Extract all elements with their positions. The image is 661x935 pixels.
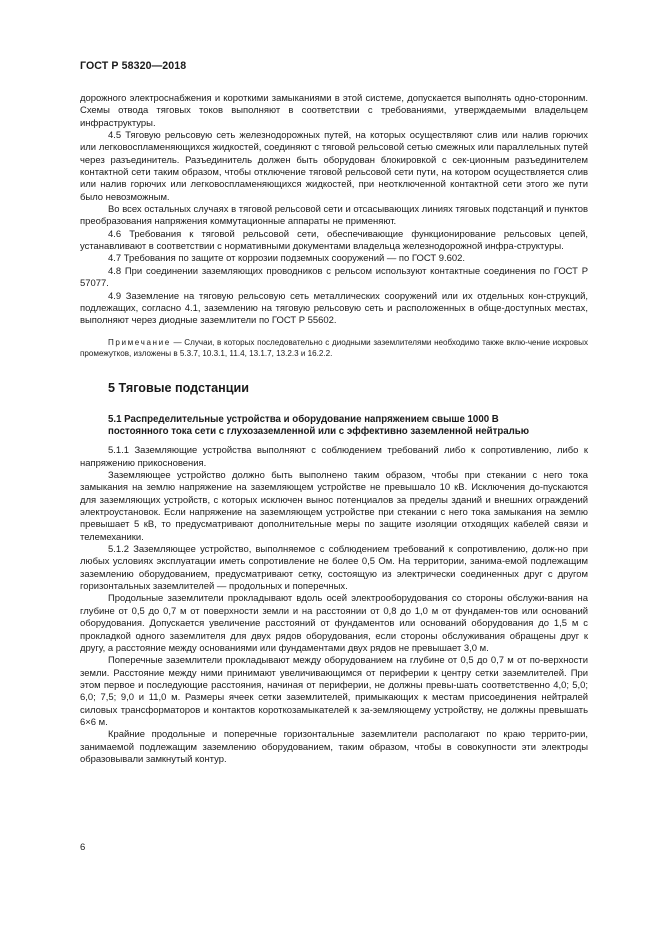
paragraph: Во всех остальных случаях в тяговой рельсовой сети и отсасывающих линиях тяговых подстанций и пунктов преобразования напряжения коммутационные аппараты не применяют. xyxy=(80,204,588,228)
paragraph-4-5: 4.5 Тяговую рельсовую сеть железнодорожных путей, на которых осуществляют слив или налив горючих или легковоспламеняющихся жидкостей, соединяют с тяговой рельсовой сетью смежных или параллельных путей через разъединитель. Разъединитель должен быть оборудован блокировкой с сек-ционным разъединителем контактной сети таким образом, чтобы отключение тяговой рельсовой сети пути, на котором осуществляется слив или налив горючих или легковоспламеняющихся жидкостей, при неотключенной контактной сети этого же пути было невозможным. xyxy=(80,130,588,203)
paragraph: Поперечные заземлители прокладывают между оборудованием на глубине от 0,5 до 0,7 м от по-верхности земли. Расстояние между ними принимают увеличивающимся от периферии к центру сетки заземлителей. При этом первое и последующие расстояния, начиная от периферии, не должны превы-шать соответственно 4,0; 5,0; 6,0; 7,5; 9,0 и 11,0 м. Размеры ячеек сетки заземлителей, примыкающих к местам присоединения нейтралей силовых трансформаторов и контактов короткозамыкателей к за-земляющему устройству, не должны превышать 6×6 м. xyxy=(80,655,588,728)
page-number: 6 xyxy=(80,842,86,853)
subsection-title xyxy=(80,414,588,439)
paragraph-5-1-2: 5.1.2 Заземляющее устройство, выполняемое с соблюдением требований к сопротивлению, долж-но при любых условиях эксплуатации иметь сопротивление не более 0,5 Ом. На территории, занима-емой подлежащим заземлению оборудованием, предусматривают сетку, состоящую из электрически соединенных друг с другом горизонтальных заземлителей — продольных и поперечных. xyxy=(80,544,588,593)
paragraph: Продольные заземлители прокладывают вдоль осей электрооборудования со стороны обслужи-вания на глубине от 0,5 до 0,7 м от поверхности земли и на расстоянии от 0,8 до 1,0 м от фундамен-тов или оснований оборудования. Допускается увеличение расстояний от фундаментов или оснований оборудования до 1,5 м с прокладкой одного заземлителя для двух рядов оборудования, если стороны обслуживания обращены друг к другу, а расстояние между основаниями или фундаментами двух рядов не превышает 3,0 м. xyxy=(80,593,588,654)
paragraph-5-1-1: 5.1.1 Заземляющие устройства выполняют с соблюдением требований либо к сопротивлению, либо к напряжению прикосновения. xyxy=(80,445,588,469)
document-header: ГОСТ Р 58320—2018 xyxy=(80,60,187,72)
paragraph-4-9: 4.9 Заземление на тяговую рельсовую сеть металлических сооружений или их отдельных кон-струкций, подлежащих, согласно 4.1, заземлению на тяговую рельсовую сеть и расположенных в обще-доступных местах, выполняют через диодные заземлители по ГОСТ Р 55602. xyxy=(80,290,588,327)
section-title: 5 Тяговые подстанции xyxy=(108,380,249,395)
paragraph: дорожного электроснабжения и короткими замыканиями в этой системе, допускается выполнять одно-сторонним. Схемы отвода тяговых токов выполняют в соответствии с требованиями, утверждаемыми владельцем инфраструктуры. xyxy=(80,93,588,129)
subsection-title-line-2: постоянного тока сети с глухозаземленной или с эффективно заземленной нейтралью xyxy=(108,425,530,437)
paragraph-4-6: 4.6 Требования к тяговой рельсовой сети, обеспечивающие функционирование рельсовых цепей, устанавливают в соответствии с нормативными документами владельца железнодорожной инфра-структуры. xyxy=(80,228,588,253)
subsection-title-line-1: 5.1 Распределительные устройства и оборудование напряжением свыше 1000 В xyxy=(108,413,499,425)
note-text: — Случаи, в которых последовательно с диодными заземлителями необходимо также вклю-чение искровых промежутков, изложены в 5.3.7, 10.3.1, 11.4, 13.1.7, 13.2.3 и 16.2.2. xyxy=(80,337,588,358)
note xyxy=(80,337,588,359)
paragraph: Заземляющее устройство должно быть выполнено таким образом, чтобы при стекании с него тока замыкания на землю напряжение на заземляющем устройстве не превышало 10 кВ. Исключения до-пускаются для заземляющих устройств, с которых исключен вынос потенциалов за пределы зданий и внешних ограждений электроустановок. Если напряжение на заземляющем устройстве при стекании с него тока замыкания на землю превышает 5 кВ, то предусматривают дополнительные меры по защите изоляции отходящих кабелей связи и телемеханики. xyxy=(80,470,588,543)
document-body xyxy=(80,93,588,766)
paragraph: Крайние продольные и поперечные горизонтальные заземлители располагают по краю террито-рии, занимаемой подлежащим заземлению оборудованием, таким образом, чтобы в совокупности эти электроды образовывали замкнутый контур. xyxy=(80,729,588,765)
paragraph-4-8: 4.8 При соединении заземляющих проводников с рельсом используют контактные соединения по ГОСТ Р 57077. xyxy=(80,265,588,290)
note-label: Примечание xyxy=(108,337,171,347)
paragraph-4-7: 4.7 Требования по защите от коррозии подземных сооружений — по ГОСТ 9.602. xyxy=(108,253,465,265)
